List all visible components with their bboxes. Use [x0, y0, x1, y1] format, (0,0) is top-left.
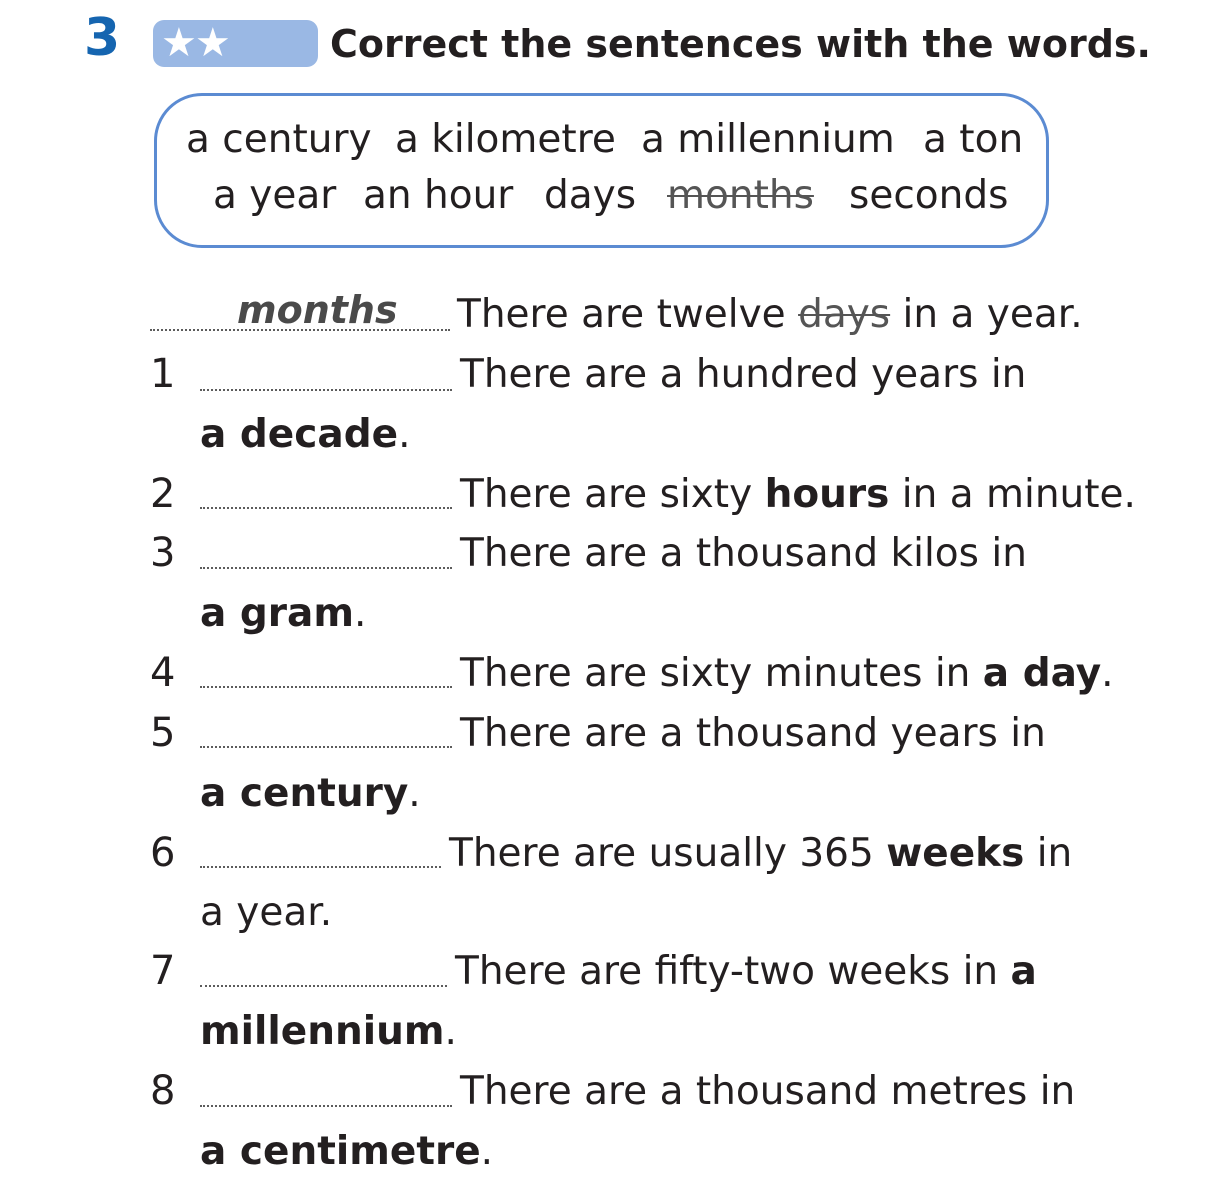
- item-sentence: [460, 1068, 1075, 1116]
- item-sentence: [460, 650, 1114, 698]
- sentence-text: There are a thousand years in: [460, 711, 1046, 756]
- word-option: an hour: [363, 173, 514, 218]
- answer-blank[interactable]: [200, 1105, 452, 1107]
- answer-blank[interactable]: [200, 507, 452, 509]
- word-box: [154, 93, 1049, 248]
- item-sentence-continuation: [200, 770, 421, 818]
- sentence-text: .: [398, 412, 411, 457]
- example-answer: months: [237, 288, 398, 332]
- item-sentence-continuation: [200, 411, 410, 459]
- sentence-text: in a minute.: [889, 472, 1136, 517]
- incorrect-word: hours: [764, 472, 890, 517]
- exercise-number: 3: [84, 8, 121, 68]
- sentence-text: There are twelve: [457, 292, 799, 337]
- word-option: days: [544, 173, 637, 218]
- sentence-text: .: [1101, 651, 1114, 696]
- item-number: 8: [150, 1068, 176, 1114]
- sentence-text: .: [354, 591, 367, 636]
- item-sentence: [449, 830, 1072, 878]
- word-option-used: months: [667, 173, 814, 218]
- sentence-text: There are fifty-two weeks in: [455, 949, 1011, 994]
- word-option: a kilometre: [395, 117, 616, 162]
- sentence-text: There are usually 365: [449, 831, 887, 876]
- answer-blank[interactable]: [200, 686, 452, 688]
- sentence-text: .: [444, 1009, 457, 1054]
- incorrect-word: a gram: [200, 591, 355, 636]
- word-option: a year: [213, 173, 337, 218]
- item-sentence: [460, 710, 1046, 758]
- item-sentence-continuation: [200, 1128, 493, 1176]
- sentence-text: .: [480, 1129, 494, 1174]
- incorrect-word: a century: [200, 771, 409, 816]
- item-number: 3: [150, 530, 176, 576]
- example-sentence: [457, 291, 1083, 339]
- word-option: a millennium: [641, 117, 895, 162]
- word-option: a century: [186, 117, 372, 162]
- item-sentence-continuation: [200, 889, 332, 937]
- item-sentence: [460, 351, 1026, 399]
- sentence-text: There are a hundred years in: [460, 352, 1027, 397]
- item-number: 2: [150, 471, 176, 517]
- incorrect-word: a decade: [200, 412, 399, 457]
- sentence-text: There are sixty: [460, 472, 765, 517]
- answer-blank[interactable]: [200, 389, 452, 391]
- word-option: seconds: [849, 173, 1009, 218]
- incorrect-word: a: [1010, 949, 1037, 994]
- item-number: 4: [150, 650, 176, 696]
- sentence-text: in: [1024, 831, 1073, 876]
- sentence-text: in a year.: [890, 292, 1083, 337]
- struck-word: days: [798, 292, 891, 337]
- answer-blank[interactable]: [200, 866, 441, 868]
- word-option: a ton: [923, 117, 1024, 162]
- item-number: 5: [150, 710, 176, 756]
- incorrect-word: millennium: [200, 1009, 445, 1054]
- incorrect-word: weeks: [886, 831, 1025, 876]
- item-number: 1: [150, 351, 176, 397]
- item-number: 6: [150, 830, 176, 876]
- exercise-instruction: Correct the sentences with the words.: [330, 22, 1151, 66]
- difficulty-stars-icon: ★★: [153, 20, 318, 67]
- item-sentence-continuation: [200, 590, 366, 638]
- sentence-text: a year.: [200, 890, 333, 935]
- item-sentence: [460, 471, 1136, 519]
- sentence-text: There are a thousand metres in: [460, 1069, 1076, 1114]
- item-sentence: [460, 530, 1027, 578]
- sentence-text: .: [408, 771, 421, 816]
- incorrect-word: a day: [982, 651, 1102, 696]
- answer-blank[interactable]: [200, 985, 447, 987]
- answer-blank[interactable]: [200, 567, 452, 569]
- item-sentence: [455, 948, 1037, 996]
- answer-blank[interactable]: [200, 746, 452, 748]
- incorrect-word: a centimetre: [200, 1129, 481, 1174]
- item-sentence-continuation: [200, 1008, 457, 1056]
- sentence-text: There are a thousand kilos in: [460, 531, 1027, 576]
- sentence-text: There are sixty minutes in: [460, 651, 983, 696]
- item-number: 7: [150, 948, 176, 994]
